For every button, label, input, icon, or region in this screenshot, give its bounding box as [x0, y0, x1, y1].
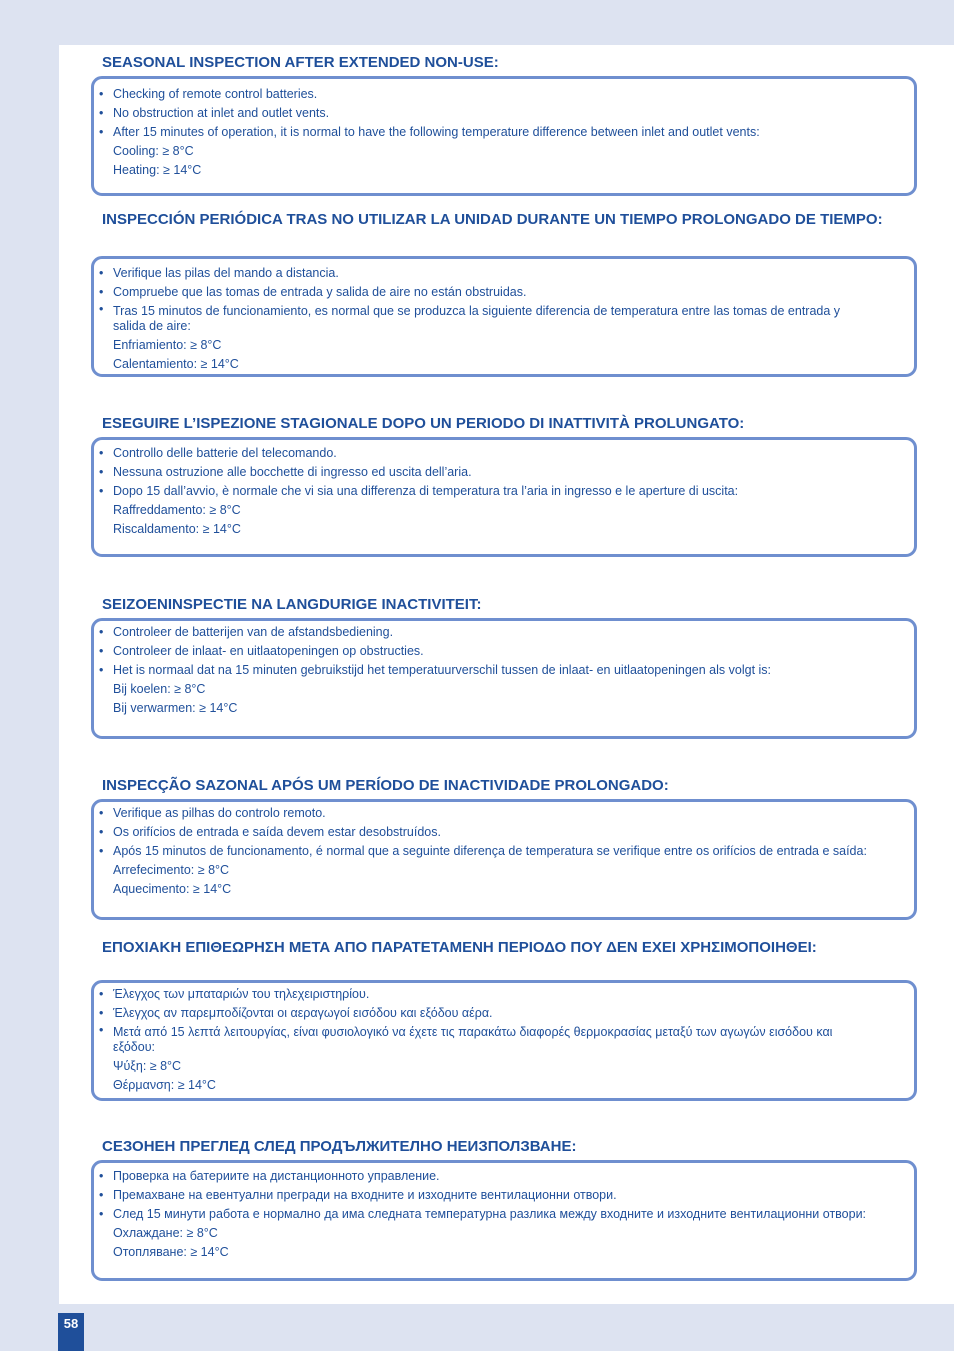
- list-item: • Controleer de inlaat- en uitlaatopeningen op obstructies.: [113, 642, 914, 661]
- section-box-el: [91, 980, 917, 1101]
- heating-value: Bij verwarmen: ≥ 14°C: [113, 701, 238, 715]
- item-list: [94, 623, 914, 718]
- section-box-es: [91, 256, 917, 377]
- list-item: • Μετά από 15 λεπτά λειτουργίας, είναι φυσιολογικό να έχετε τις παρακάτω διαφορές θερμοκρασίας μεταξύ των αγωγών εισόδου και εξόδου:: [113, 1023, 914, 1057]
- list-item: • Após 15 minutos de funcionamento, é normal que a seguinte diferença de temperatura se verifique entre os orifícios de entrada e saída:: [113, 842, 914, 861]
- list-item: • Dopo 15 dall’avvio, è normale che vi sia una differenza di temperatura tra l’aria in ingresso e le aperture di uscita:: [113, 482, 914, 501]
- list-item: • Compruebe que las tomas de entrada y salida de aire no están obstruidas.: [113, 283, 914, 302]
- section-box-bg: [91, 1160, 917, 1281]
- cooling-value: Enfriamiento: ≥ 8°C: [113, 338, 222, 352]
- heating-value: Aquecimento: ≥ 14°C: [113, 882, 232, 896]
- list-item: • Checking of remote control batteries.: [113, 85, 914, 104]
- list-item: • След 15 минути работа е нормално да има следната температурна разлика между входните и изходните вентилационни отвори:: [113, 1205, 914, 1224]
- item-list: [94, 804, 914, 899]
- list-item: • Премахване на евентуални прегради на входните и изходните вентилационни отвори.: [113, 1186, 914, 1205]
- section-box-pt: [91, 799, 917, 920]
- list-item: • Nessuna ostruzione alle bocchette di ingresso ed uscita dell’aria.: [113, 463, 914, 482]
- list-item: • Verifique las pilas del mando a distancia.: [113, 264, 914, 283]
- item-list: [94, 1167, 914, 1262]
- section-title-es: INSPECCIÓN PERIÓDICA TRAS NO UTILIZAR LA UNIDAD DURANTE UN TIEMPO PROLONGADO DE TIEMPO:: [102, 211, 883, 228]
- list-item: • Tras 15 minutos de funcionamiento, es normal que se produzca la siguiente diferencia de temperatura entre las tomas de entrada y salida de aire:: [113, 302, 914, 336]
- list-item: • After 15 minutes of operation, it is normal to have the following temperature difference between inlet and outlet vents:: [113, 123, 914, 142]
- cooling-value: Arrefecimento: ≥ 8°C: [113, 863, 230, 877]
- section-title-bg: СЕЗОНЕН ПРЕГЛЕД СЛЕД ПРОДЪЛЖИТЕЛНО НЕИЗПОЛЗВАНЕ:: [102, 1138, 577, 1155]
- list-item: • Os orifícios de entrada e saída devem estar desobstruídos.: [113, 823, 914, 842]
- list-item: • Έλεγχος αν παρεμποδίζονται οι αεραγωγοί εισόδου και εξόδου αέρα.: [113, 1004, 914, 1023]
- section-title-nl: SEIZOENINSPECTIE NA LANGDURIGE INACTIVITEIT:: [102, 596, 482, 613]
- section-title-el: ΕΠΟΧΙΑΚΗ ΕΠΙΘΕΩΡΗΣΗ ΜΕΤΑ ΑΠΟ ΠΑΡΑΤΕΤΑΜΕΝΗ ΠΕΡΙΟΔΟ ΠΟΥ ΔΕΝ ΕΧΕΙ ΧΡΗΣΙΜΟΠΟΙΗΘΕΙ:: [102, 939, 817, 956]
- item-list: [94, 444, 914, 539]
- section-title-en: SEASONAL INSPECTION AFTER EXTENDED NON-USE:: [102, 54, 499, 71]
- item-list: [94, 985, 914, 1095]
- cooling-value: Cooling: ≥ 8°C: [113, 144, 194, 158]
- page-number: 58: [58, 1313, 84, 1351]
- heating-value: Θέρμανση: ≥ 14°C: [113, 1078, 216, 1092]
- section-box-it: [91, 437, 917, 557]
- section-title-it: ESEGUIRE L’ISPEZIONE STAGIONALE DOPO UN PERIODO DI INATTIVITÀ PROLUNGATO:: [102, 415, 745, 432]
- section-box-en: [91, 76, 917, 196]
- cooling-value: Bij koelen: ≥ 8°C: [113, 682, 206, 696]
- list-item: • Проверка на батериите на дистанционното управление.: [113, 1167, 914, 1186]
- heating-value: Отопляване: ≥ 14°C: [113, 1245, 229, 1259]
- heating-value: Calentamiento: ≥ 14°C: [113, 357, 239, 371]
- list-item: • Controleer de batterijen van de afstandsbediening.: [113, 623, 914, 642]
- section-title-pt: INSPECÇÃO SAZONAL APÓS UM PERÍODO DE INACTIVIDADE PROLONGADO:: [102, 777, 669, 794]
- section-box-nl: [91, 618, 917, 739]
- list-item: • No obstruction at inlet and outlet vents.: [113, 104, 914, 123]
- item-list: [94, 264, 914, 374]
- cooling-value: Ψύξη: ≥ 8°C: [113, 1059, 182, 1073]
- cooling-value: Raffreddamento: ≥ 8°C: [113, 503, 241, 517]
- item-list: [94, 85, 914, 180]
- list-item: • Έλεγχος των μπαταριών του τηλεχειριστηρίου.: [113, 985, 914, 1004]
- list-item: • Verifique as pilhas do controlo remoto.: [113, 804, 914, 823]
- list-item: • Controllo delle batterie del telecomando.: [113, 444, 914, 463]
- heating-value: Riscaldamento: ≥ 14°C: [113, 522, 241, 536]
- cooling-value: Охлаждане: ≥ 8°C: [113, 1226, 218, 1240]
- list-item: • Het is normaal dat na 15 minuten gebruikstijd het temperatuurverschil tussen de inlaat- en uitlaatopeningen als volgt is:: [113, 661, 914, 680]
- heating-value: Heating: ≥ 14°C: [113, 163, 202, 177]
